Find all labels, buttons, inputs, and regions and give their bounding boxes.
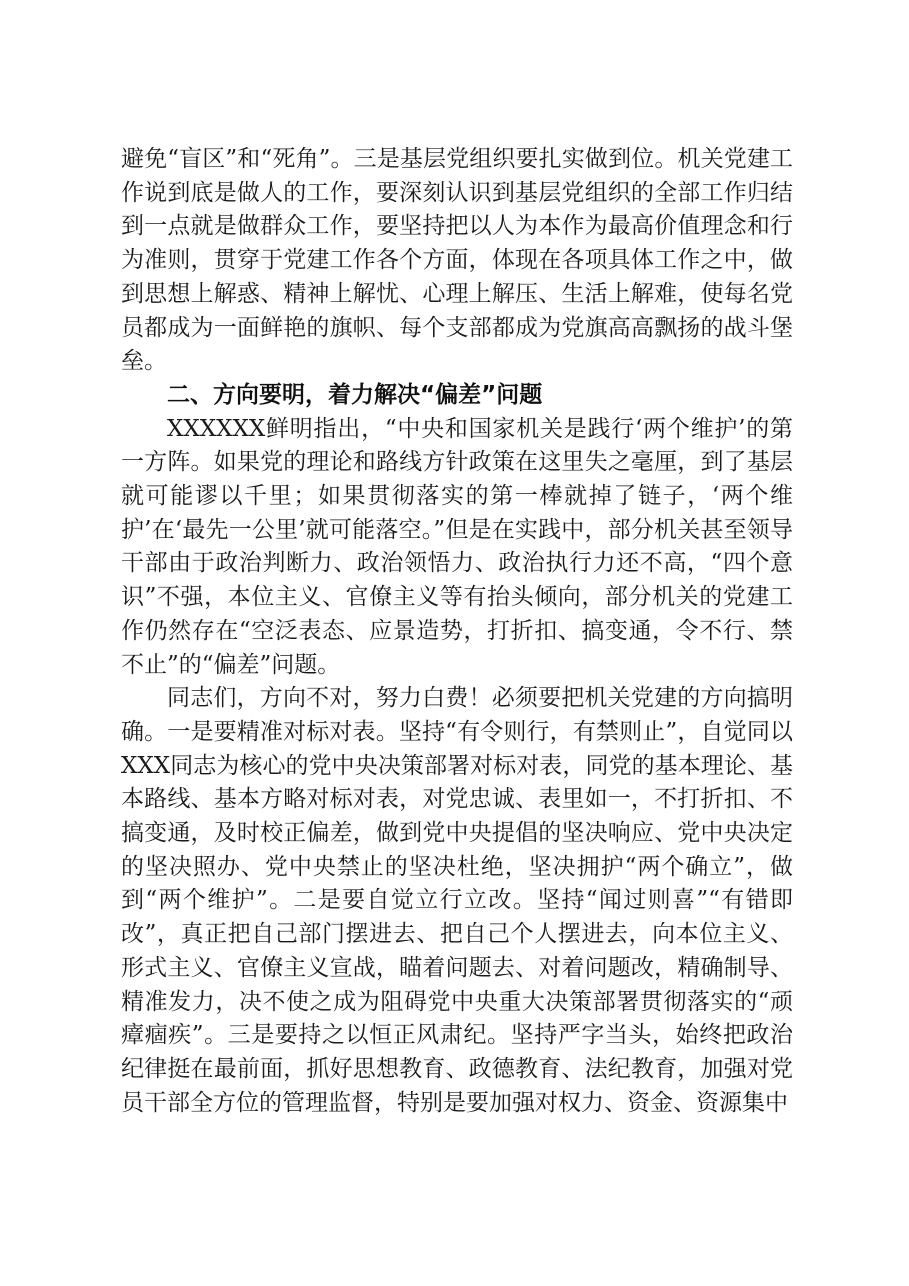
paragraph-2: XXXXXX鲜明指出，“中央和国家机关是践行‘两个维护’的第一方阵。如果党的理论和路线方针政策在这里失之毫厘，到了基层就可能谬以千里；如果贯彻落实的第一棒就掉了链子，‘两个维护’在‘最先一公里’就可能落空。”但是在实践中，部分机关甚至领导干部由于政治判断力、政治领悟力、政治执行力还不高，“四个意识”不强，本位主义、官僚主义等有抬头倾向，部分机关的党建工作仍然存在“空泛表态、应景造势，打折扣、搞变通，令不行、禁不止”的“偏差”问题。	[121, 415, 793, 678]
document-body	[121, 143, 793, 1120]
paragraph-3: 同志们，方向不对，努力白费！必须要把机关党建的方向搞明确。一是要精准对标对表。坚持“有令则行，有禁则止”，自觉同以XXX同志为核心的党中央决策部署对标对表，同党的基本理论、基本路线、基本方略对标对表，对党忠诚、表里如一，不打折扣、不搞变通，及时校正偏差，做到党中央提倡的坚决响应、党中央决定的坚决照办、党中央禁止的坚决杜绝，坚决拥护“两个确立”，做到“两个维护”。二是要自觉立行立改。坚持“闻过则喜”“有错即改”，真正把自己部门摆进去、把自己个人摆进去，向本位主义、形式主义、官僚主义宣战，瞄着问题去、对着问题改，精确制导、精准发力，决不使之成为阻碍党中央重大决策部署贯彻落实的“顽瘴痼疾”。三是要持之以恒正风肃纪。坚持严字当头，始终把政治纪律挺在最前面，抓好思想教育、政德教育、法纪教育，加强对党员干部全方位的管理监督，特别是要加强对权力、资金、资源集中	[121, 685, 793, 1116]
paragraph-1: 避免“盲区”和“死角”。三是基层党组织要扎实做到位。机关党建工作说到底是做人的工作，要深刻认识到基层党组织的全部工作归结到一点就是做群众工作，要坚持把以人为本作为最高价值理念和行为准则，贯穿于党建工作各个方面，体现在各项具体工作之中，做到思想上解惑、精神上解忧、心理上解压、生活上解难，使每名党员都成为一面鲜艳的旗帜、每个支部都成为党旗高高飘扬的战斗堡垒。	[121, 146, 793, 375]
section-heading: 二、方向要明，着力解决“偏差”问题	[167, 381, 543, 408]
